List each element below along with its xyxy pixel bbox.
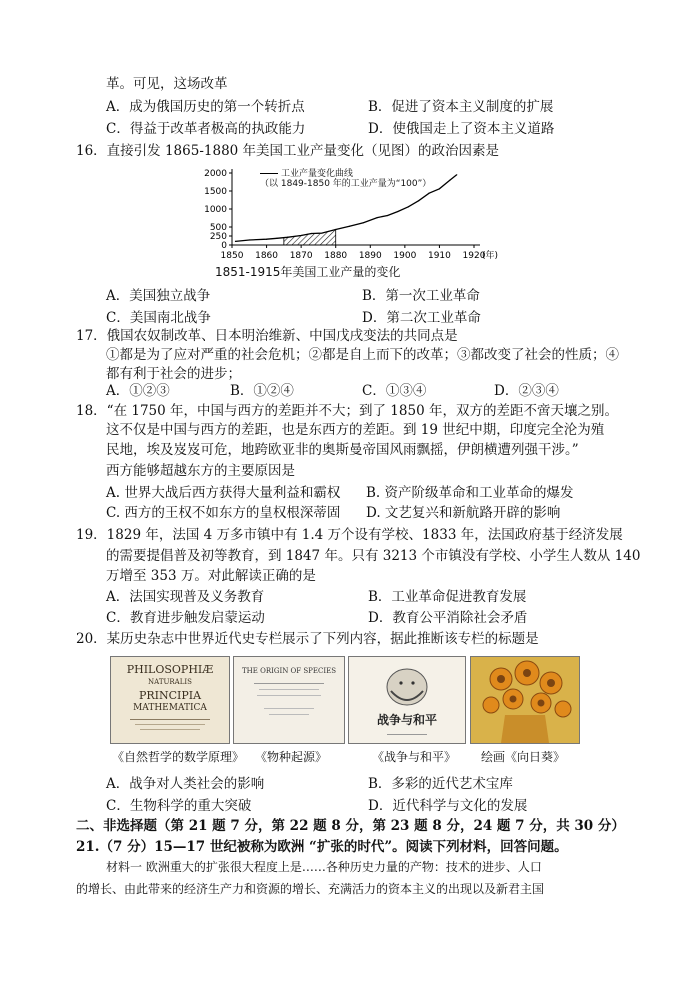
q18-option-c[interactable]: C. 西方的王权不如东方的皇权根深蒂固 xyxy=(106,505,341,521)
output-data-point xyxy=(418,200,419,201)
y-tick-label: 2000 xyxy=(204,169,227,179)
y-tick-label: 250 xyxy=(209,232,227,242)
q19-option-c[interactable]: C．教育进步触发启蒙运动 xyxy=(106,610,265,626)
origin-title: THE ORIGIN OF SPECIES xyxy=(241,667,337,675)
tolstoy-portrait-icon xyxy=(349,657,465,707)
q18-line2: 这不仅是中国与西方的差距，也是东西方的差距。到 19 世纪中期，印度完全沦为殖 xyxy=(106,422,605,438)
principia-title-2: NATURALIS xyxy=(148,678,192,686)
x-tick-label: 1920 xyxy=(462,251,486,261)
output-data-point xyxy=(276,238,277,239)
q17-stem: 17．俄国农奴制改革、日本明治维新、中国戊戌变法的共同点是 xyxy=(76,328,458,344)
y-tick-label: 1500 xyxy=(204,187,227,197)
q21-material-line2: 的增长、由此带来的经济生产力和资源的增长、充满活力的资本主义的出现以及新君主国 xyxy=(76,882,545,896)
output-data-point xyxy=(397,211,398,212)
q19-option-a[interactable]: A．法国实现普及义务教育 xyxy=(106,589,265,605)
q19-line1: 19．1829 年，法国 4 万多市镇中有 1.4 万个设有学校、1833 年，法国政府基于经济发展 xyxy=(76,527,623,543)
caption-origin: 《物种起源》 xyxy=(255,750,328,764)
q18-line3: 民地，埃及岌岌可危，地跨欧亚非的奥斯曼帝国风雨飘摇，伊朗横遭列强干涉。” xyxy=(106,442,579,458)
q17-line2: ①都是为了应对严重的社会危机；②都是自上而下的改革；③都改变了社会的性质；④ xyxy=(106,347,619,363)
q16-option-c[interactable]: C．美国南北战争 xyxy=(106,310,211,326)
q15-option-d[interactable]: D．使俄国走上了资本主义道路 xyxy=(368,121,555,137)
legend-label: 工业产量变化曲线 xyxy=(281,169,354,179)
q21-material-line1: 材料一 欧洲重大的扩张很大程度上是……各种历史力量的产物：技术的进步、人口 xyxy=(106,860,542,874)
q19-line2: 的需要提倡普及初等教育，到 1847 年。只有 3213 个市镇没有学校、小学生人数从 140 xyxy=(106,548,641,564)
q18-option-a[interactable]: A. 世界大战后西方获得大量利益和霸权 xyxy=(106,485,341,501)
q17-option-c[interactable]: C．①③④ xyxy=(362,383,427,399)
output-data-point xyxy=(363,222,364,223)
output-data-point xyxy=(449,180,450,181)
q18-option-d[interactable]: D. 文艺复兴和新航路开辟的影响 xyxy=(366,505,561,521)
q20-option-d[interactable]: D．近代科学与文化的发展 xyxy=(368,798,528,814)
q15-stem-tail: 革。可见，这场改革 xyxy=(106,76,228,92)
x-tick-label: 1910 xyxy=(427,251,451,261)
x-tick-label: 1890 xyxy=(358,251,382,261)
principia-title-4: MATHEMATICA xyxy=(133,703,207,713)
q18-option-b[interactable]: B. 资产阶级革命和工业革命的爆发 xyxy=(366,485,574,501)
output-data-point xyxy=(377,217,378,218)
x-unit-label: (年) xyxy=(482,251,499,261)
output-data-point xyxy=(321,233,322,234)
section2-heading: 二、非选择题（第 21 题 7 分，第 22 题 8 分，第 23 题 8 分，24 题 7 分，共 30 分） xyxy=(76,818,625,834)
q20-stem: 20．某历史杂志中世界近代史专栏展示了下列内容，据此推断该专栏的标题是 xyxy=(76,631,539,647)
caption-war-and-peace: 《战争与和平》 xyxy=(372,750,457,764)
y-tick-label: 0 xyxy=(221,241,227,251)
q18-line1: 18．“在 1750 年，中国与西方的差距并不大；到了 1850 年，双方的差距不啻天壤之别。 xyxy=(76,403,618,419)
output-data-point xyxy=(428,193,429,194)
x-tick-label: 1900 xyxy=(393,251,417,261)
q16-stem: 16．直接引发 1865-1880 年美国工业产量变化（见图）的政治因素是 xyxy=(76,143,500,159)
q16-option-a[interactable]: A．美国独立战争 xyxy=(106,288,211,304)
caption-principia: 《自然哲学的数学原理》 xyxy=(112,750,245,764)
image-war-and-peace xyxy=(348,656,466,744)
x-tick-label: 1870 xyxy=(289,251,313,261)
output-data-point xyxy=(456,174,457,175)
image-origin-of-species xyxy=(233,656,345,744)
legend-note: （以 1849-1850 年的工业产量为“100”） xyxy=(260,179,432,189)
sunflowers-painting-icon xyxy=(471,657,579,743)
chart-title: 1851-1915年美国工业产量的变化 xyxy=(215,265,401,279)
q17-option-d[interactable]: D．②③④ xyxy=(494,383,559,399)
output-data-point xyxy=(408,206,409,207)
output-data-point xyxy=(439,188,440,189)
legend-line-icon xyxy=(260,173,278,174)
q19-option-b[interactable]: B．工业革命促进教育发展 xyxy=(368,589,527,605)
output-data-point xyxy=(335,229,336,230)
principia-title-1: PHILOSOPHIÆ xyxy=(126,663,214,676)
output-data-point xyxy=(387,215,388,216)
q20-option-c[interactable]: C．生物科学的重大突破 xyxy=(106,798,252,814)
x-tick-label: 1850 xyxy=(220,251,244,261)
q19-option-d[interactable]: D．教育公平消除社会矛盾 xyxy=(368,610,528,626)
q15-option-b[interactable]: B．促进了资本主义制度的扩展 xyxy=(368,99,554,115)
output-data-point xyxy=(311,233,312,234)
q15-option-c[interactable]: C．得益于改革者极高的执政能力 xyxy=(106,121,306,137)
output-data-point xyxy=(235,241,236,242)
q17-option-a[interactable]: A．①②③ xyxy=(106,383,170,399)
war-and-peace-title: 战争与和平 xyxy=(376,713,437,727)
q20-option-a[interactable]: A．战争对人类社会的影响 xyxy=(106,776,265,792)
output-data-point xyxy=(266,239,267,240)
image-sunflowers xyxy=(470,656,580,744)
q17-line3: 都有利于社会的进步； xyxy=(106,366,241,382)
output-data-point xyxy=(301,235,302,236)
principia-title-3: PRINCIPIA xyxy=(138,689,202,702)
q20-option-b[interactable]: B．多彩的近代艺术宝库 xyxy=(368,776,513,792)
q16-option-b[interactable]: B．第一次工业革命 xyxy=(362,288,480,304)
x-tick-label: 1880 xyxy=(324,251,348,261)
image-principia xyxy=(110,656,230,744)
y-tick-label: 1000 xyxy=(204,205,227,215)
caption-sunflowers: 绘画《向日葵》 xyxy=(481,750,566,764)
q19-line3: 万增至 353 万。对此解读正确的是 xyxy=(106,568,316,584)
chart-legend xyxy=(260,169,431,189)
y-tick-label: 500 xyxy=(209,223,227,233)
x-tick-label: 1860 xyxy=(255,251,279,261)
q21-stem: 21.（7 分）15—17 世纪被称为欧洲 “扩张的时代”。阅读下列材料，回答问题。 xyxy=(76,839,568,855)
output-data-point xyxy=(287,237,288,238)
q17-option-b[interactable]: B．①②④ xyxy=(230,383,294,399)
output-data-point xyxy=(349,226,350,227)
q15-option-a[interactable]: A．成为俄国历史的第一个转折点 xyxy=(106,99,305,115)
q18-line4: 西方能够超越东方的主要原因是 xyxy=(106,463,295,479)
output-data-point xyxy=(249,239,250,240)
q16-option-d[interactable]: D．第二次工业革命 xyxy=(362,310,481,326)
